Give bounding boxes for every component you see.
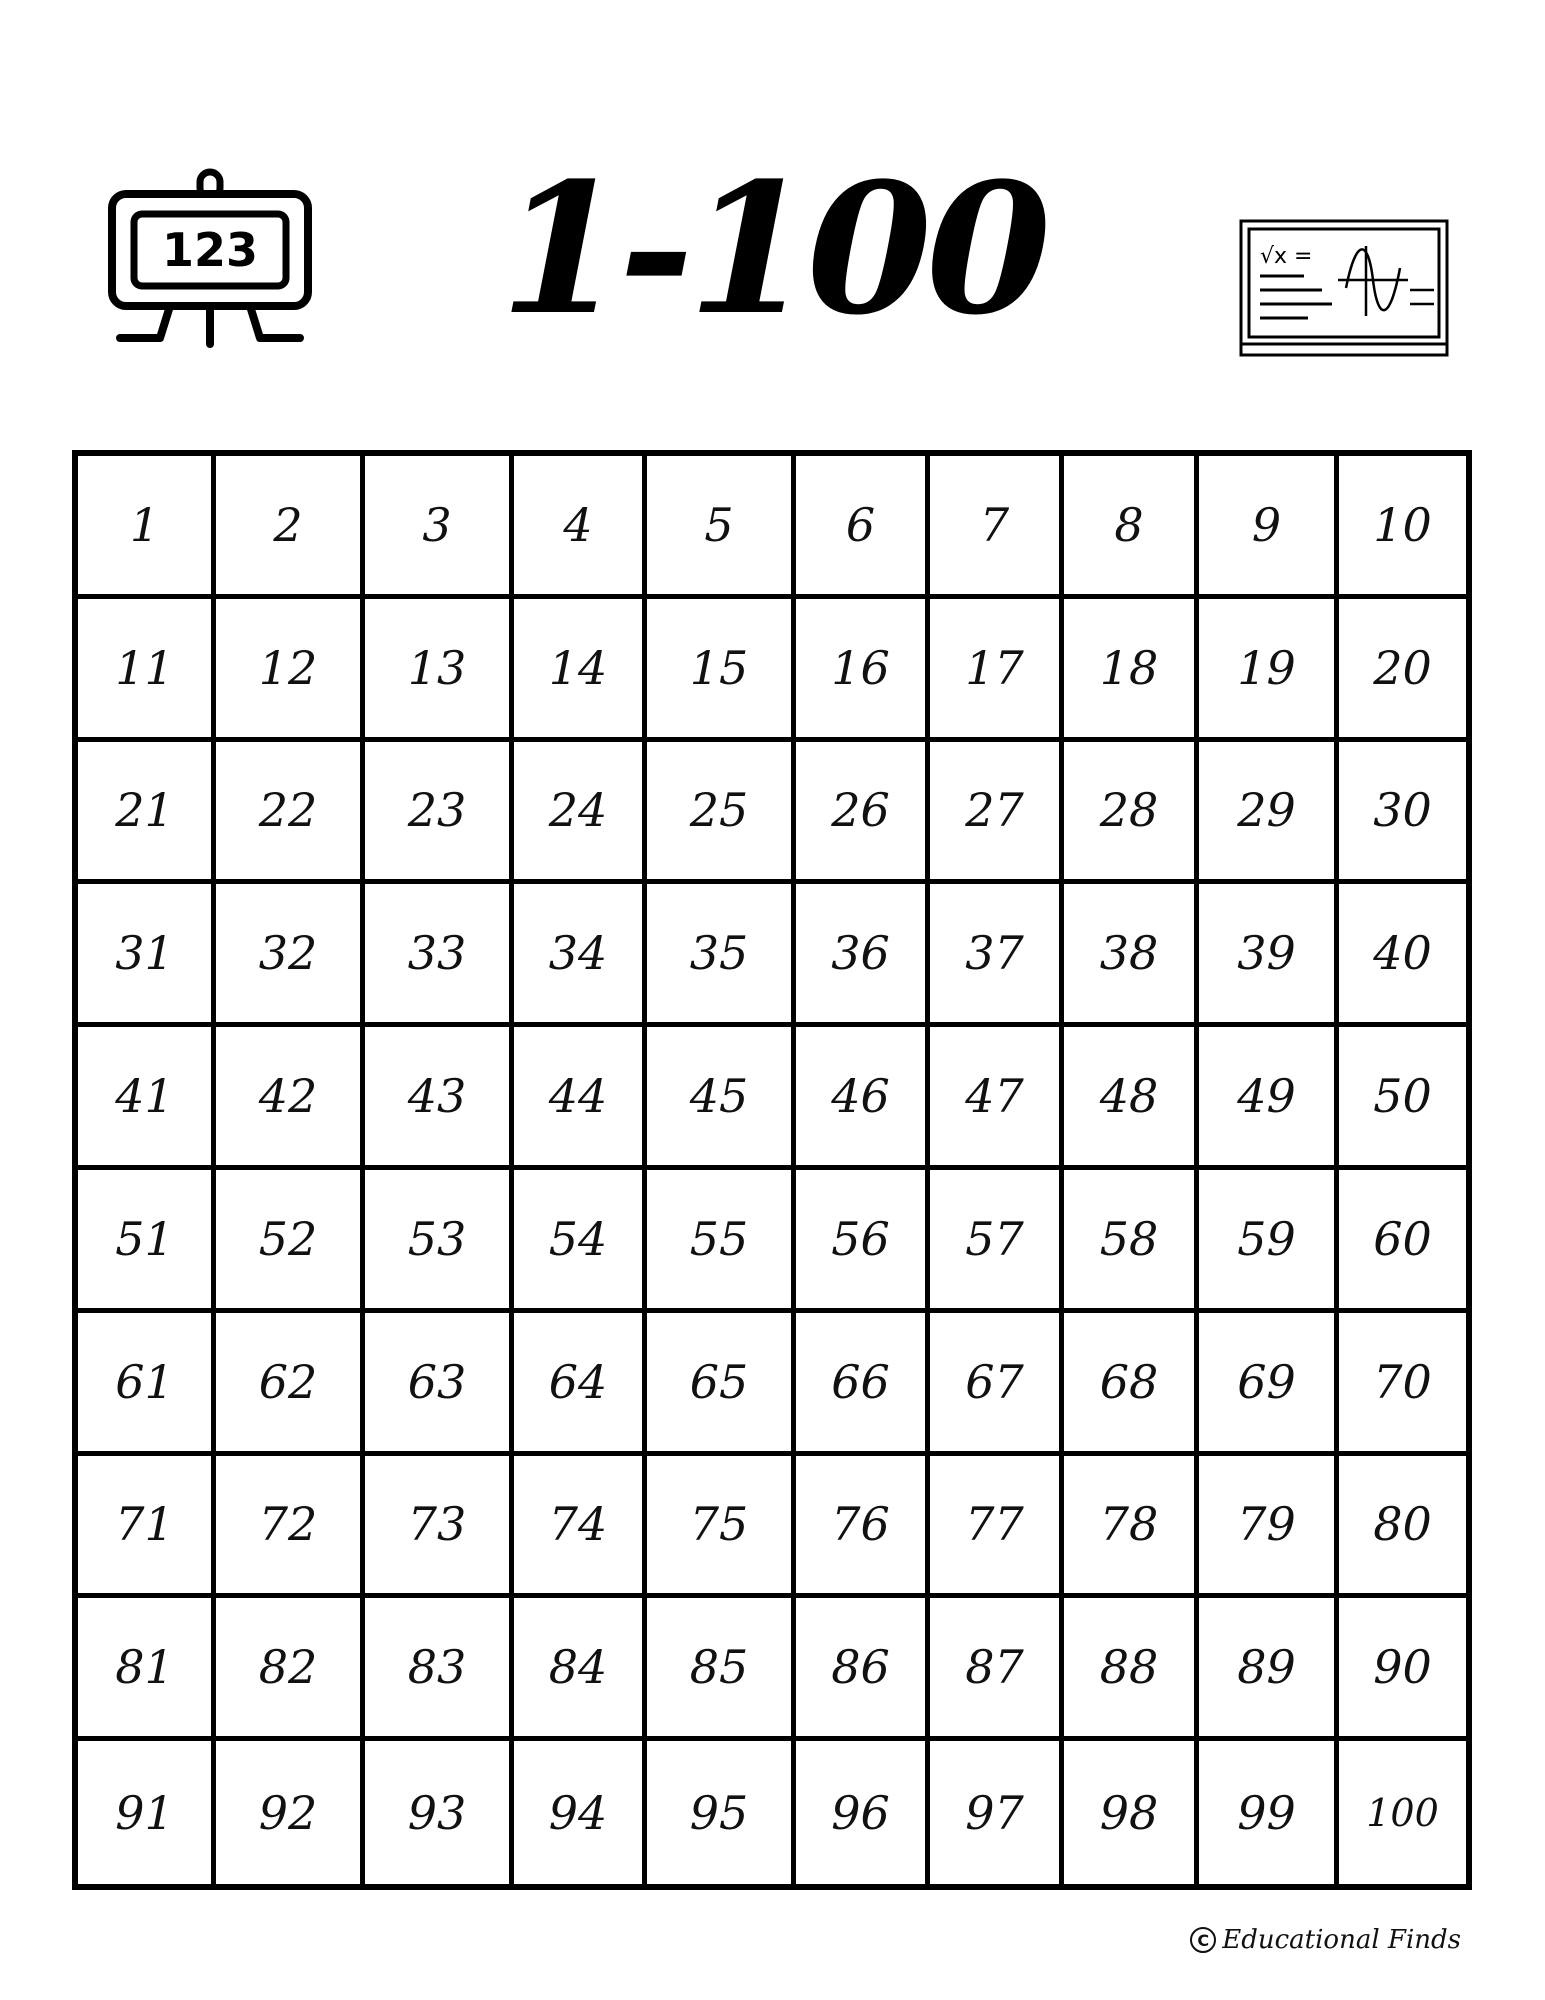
grid-cell: 89 (1199, 1598, 1339, 1741)
grid-cell: 82 (216, 1598, 365, 1741)
grid-cell: 16 (796, 599, 930, 742)
grid-cell: 35 (647, 884, 796, 1027)
grid-cell: 99 (1199, 1741, 1339, 1884)
grid-cell: 48 (1064, 1027, 1199, 1170)
page-title: 1-100 (499, 144, 1046, 355)
grid-cell: 9 (1199, 456, 1339, 599)
grid-cell: 95 (647, 1741, 796, 1884)
grid-cell: 13 (365, 599, 514, 742)
grid-cell: 28 (1064, 742, 1199, 885)
grid-cell: 76 (796, 1456, 930, 1599)
grid-cell: 58 (1064, 1170, 1199, 1313)
grid-cell: 6 (796, 456, 930, 599)
grid-cell: 40 (1339, 884, 1466, 1027)
grid-cell: 32 (216, 884, 365, 1027)
grid-cell: 5 (647, 456, 796, 599)
copyright-credit (1190, 1925, 1461, 1955)
grid-cell: 20 (1339, 599, 1466, 742)
grid-cell: 43 (365, 1027, 514, 1170)
grid-cell: 10 (1339, 456, 1466, 599)
grid-cell: 74 (514, 1456, 647, 1599)
grid-cell: 55 (647, 1170, 796, 1313)
grid-cell: 81 (78, 1598, 216, 1741)
grid-cell: 30 (1339, 742, 1466, 885)
grid-cell: 92 (216, 1741, 365, 1884)
grid-cell: 18 (1064, 599, 1199, 742)
grid-cell: 77 (930, 1456, 1064, 1599)
grid-cell: 94 (514, 1741, 647, 1884)
grid-cell: 56 (796, 1170, 930, 1313)
grid-cell: 23 (365, 742, 514, 885)
grid-cell: 71 (78, 1456, 216, 1599)
grid-cell: 49 (1199, 1027, 1339, 1170)
grid-cell: 11 (78, 599, 216, 742)
grid-cell: 31 (78, 884, 216, 1027)
grid-cell: 25 (647, 742, 796, 885)
grid-cell: 73 (365, 1456, 514, 1599)
grid-cell: 39 (1199, 884, 1339, 1027)
grid-cell: 60 (1339, 1170, 1466, 1313)
grid-cell: 69 (1199, 1313, 1339, 1456)
grid-cell: 45 (647, 1027, 796, 1170)
grid-cell: 8 (1064, 456, 1199, 599)
grid-cell: 42 (216, 1027, 365, 1170)
grid-cell: 2 (216, 456, 365, 599)
grid-cell: 37 (930, 884, 1064, 1027)
grid-cell: 54 (514, 1170, 647, 1313)
grid-cell: 80 (1339, 1456, 1466, 1599)
grid-cell: 50 (1339, 1027, 1466, 1170)
grid-cell: 24 (514, 742, 647, 885)
grid-cell: 57 (930, 1170, 1064, 1313)
chalkboard-formula: √x = (1260, 244, 1313, 269)
grid-cell: 87 (930, 1598, 1064, 1741)
grid-cell: 78 (1064, 1456, 1199, 1599)
chalkboard-graph-icon (1238, 218, 1450, 358)
grid-cell: 62 (216, 1313, 365, 1456)
grid-cell: 68 (1064, 1313, 1199, 1456)
grid-cell: 41 (78, 1027, 216, 1170)
grid-cell: 70 (1339, 1313, 1466, 1456)
grid-cell: 33 (365, 884, 514, 1027)
grid-cell: 44 (514, 1027, 647, 1170)
grid-cell: 64 (514, 1313, 647, 1456)
grid-cell: 53 (365, 1170, 514, 1313)
grid-cell: 86 (796, 1598, 930, 1741)
grid-cell: 38 (1064, 884, 1199, 1027)
hundred-chart-grid (72, 450, 1472, 1890)
grid-cell: 90 (1339, 1598, 1466, 1741)
grid-cell: 79 (1199, 1456, 1339, 1599)
grid-cell: 29 (1199, 742, 1339, 885)
grid-cell: 61 (78, 1313, 216, 1456)
grid-cell: 59 (1199, 1170, 1339, 1313)
grid-cell: 1 (78, 456, 216, 599)
grid-cell: 47 (930, 1027, 1064, 1170)
grid-cell: 88 (1064, 1598, 1199, 1741)
grid-cell: 100 (1366, 1790, 1439, 1835)
grid-cell: 27 (930, 742, 1064, 885)
grid-cell: 52 (216, 1170, 365, 1313)
grid-cell: 72 (216, 1456, 365, 1599)
grid-cell: 22 (216, 742, 365, 885)
grid-cell: 85 (647, 1598, 796, 1741)
grid-cell: 83 (365, 1598, 514, 1741)
grid-cell: 96 (796, 1741, 930, 1884)
grid-cell: 7 (930, 456, 1064, 599)
copyright-icon: C (1190, 1927, 1216, 1953)
grid-cell: 21 (78, 742, 216, 885)
grid-cell: 66 (796, 1313, 930, 1456)
grid-cell: 67 (930, 1313, 1064, 1456)
grid-cell: 14 (514, 599, 647, 742)
grid-cell: 19 (1199, 599, 1339, 742)
grid-cell: 46 (796, 1027, 930, 1170)
grid-cell: 15 (647, 599, 796, 742)
grid-cell: 97 (930, 1741, 1064, 1884)
grid-cell: 26 (796, 742, 930, 885)
grid-cell: 36 (796, 884, 930, 1027)
grid-cell: 91 (78, 1741, 216, 1884)
easel-board-text: 123 (161, 223, 259, 277)
grid-cell: 3 (365, 456, 514, 599)
grid-cell: 63 (365, 1313, 514, 1456)
grid-cell: 17 (930, 599, 1064, 742)
credit-text: Educational Finds (1222, 1925, 1461, 1955)
grid-cell: 75 (647, 1456, 796, 1599)
grid-cell: 93 (365, 1741, 514, 1884)
grid-cell: 65 (647, 1313, 796, 1456)
grid-cell: 34 (514, 884, 647, 1027)
grid-cell: 51 (78, 1170, 216, 1313)
grid-cell: 12 (216, 599, 365, 742)
grid-cell: 84 (514, 1598, 647, 1741)
grid-cell: 98 (1064, 1741, 1199, 1884)
grid-cell: 4 (514, 456, 647, 599)
